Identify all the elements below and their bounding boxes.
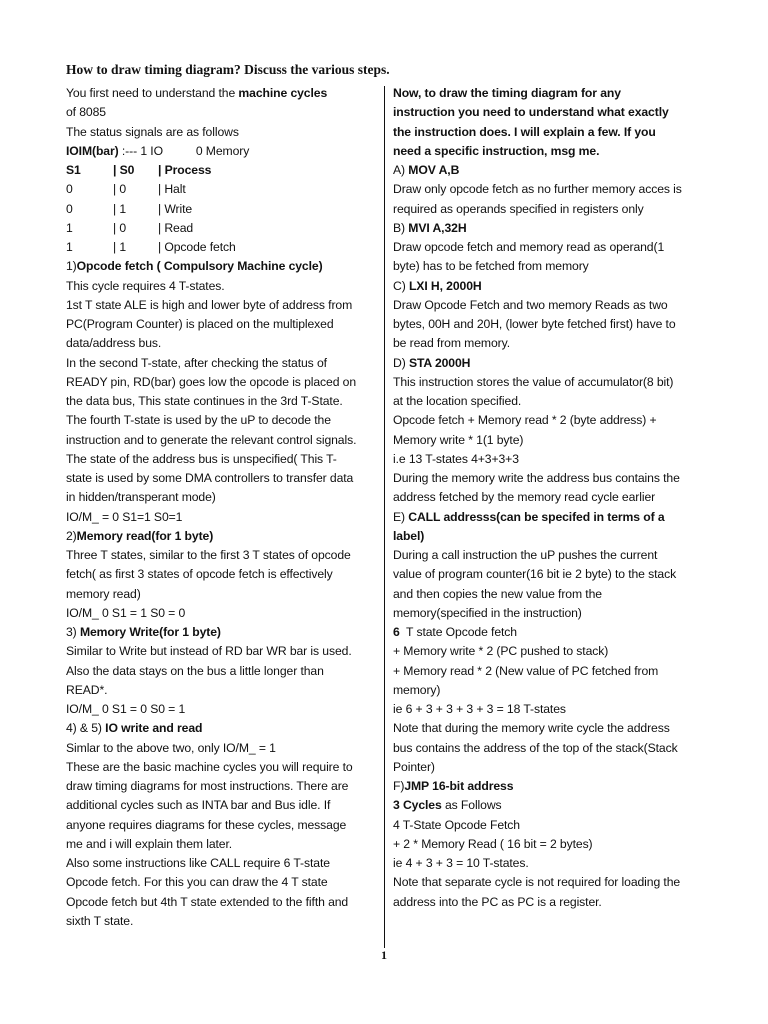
text-line: address fetched by the memory read cycle earlier — [393, 490, 656, 505]
text-line: + Memory write * 2 (PC pushed to stack) — [393, 644, 609, 659]
status-table-header — [66, 161, 378, 180]
table-row — [66, 219, 378, 238]
text-line: This cycle requires 4 T-states. — [66, 278, 225, 293]
intro-line: Now, to draw the timing diagram for any — [393, 86, 621, 100]
instruction-heading — [393, 161, 705, 180]
text-line: data/address bus. — [66, 336, 162, 351]
text-span: C) — [393, 278, 409, 293]
section-heading — [66, 257, 378, 276]
text-line: be read from memory. — [393, 336, 510, 351]
text-line: Pointer) — [393, 759, 435, 774]
text-line: This instruction stores the value of accumulator(8 bit) — [393, 374, 674, 389]
bold-term: machine cycles — [238, 86, 328, 100]
text-line: byte) has to be fetched from memory — [393, 259, 589, 274]
table-cell: 0 — [66, 201, 73, 216]
table-row — [66, 180, 378, 199]
table-cell: | Read — [158, 220, 194, 235]
bold-term: Opcode fetch ( Compulsory Machine cycle) — [76, 259, 323, 274]
text-line: Also some instructions like CALL require 6 T-state — [66, 856, 330, 870]
text-span: 4) & 5) — [66, 721, 106, 736]
table-cell: | 1 — [113, 240, 127, 254]
table-header-cell: S1 — [66, 163, 81, 177]
text-line: value of program counter(16 bit ie 2 byte) to the stack — [393, 567, 677, 582]
section-heading — [66, 527, 378, 546]
text-line: These are the basic machine cycles you will require to — [66, 759, 353, 774]
table-header-cell: | S0 — [113, 163, 135, 177]
text-line: The fourth T-state is used by the uP to decode the — [66, 413, 331, 428]
text-line: IO/M_ 0 S1 = 1 S0 = 0 — [66, 605, 186, 620]
text-line: anyone requires diagrams for these cycles, message — [66, 817, 347, 832]
text-line: IO/M_ = 0 S1=1 S0=1 — [66, 509, 183, 524]
text-line: IO/M_ 0 S1 = 0 S0 = 1 — [66, 702, 186, 716]
text-line — [393, 796, 705, 815]
bold-term: IO write and read — [105, 721, 203, 736]
text-span: :--- 1 IO 0 Memory — [118, 143, 250, 158]
bold-term: Memory read(for 1 byte) — [76, 528, 214, 543]
text-line: During a call instruction the uP pushes the current — [393, 548, 658, 562]
text-line: memory read) — [66, 586, 141, 601]
text-line: READY pin, RD(bar) goes low the opcode is placed on — [66, 374, 357, 389]
text-line: In the second T-state, after checking the status of — [66, 355, 327, 370]
table-cell: | Opcode fetch — [158, 240, 236, 254]
table-cell: 0 — [66, 182, 73, 197]
text-span: F) — [393, 779, 405, 793]
text-line: Similar to Write but instead of RD bar WR bar is used. — [66, 644, 352, 659]
text-line: Note that during the memory write cycle the address — [393, 721, 670, 736]
text-span: E) — [393, 509, 409, 524]
intro-line: need a specific instruction, msg me. — [393, 143, 600, 158]
bold-term: JMP 16-bit address — [404, 779, 514, 793]
text-line: Three T states, similar to the first 3 T states of opcode — [66, 548, 351, 562]
bold-term: 3 Cycles — [393, 798, 442, 813]
text-line: Opcode fetch. For this you can draw the 4 T state — [66, 875, 328, 890]
bold-term: MOV A,B — [408, 163, 460, 177]
bold-term: MVI A,32H — [408, 220, 467, 235]
text-line: required as operands specified in registers only — [393, 201, 644, 216]
text-line: memory(specified in the instruction) — [393, 605, 582, 620]
section-heading — [66, 719, 378, 738]
text-line: Opcode fetch + Memory read * 2 (byte address) + — [393, 413, 657, 428]
text-line: i.e 13 T-states 4+3+3+3 — [393, 451, 519, 466]
text-line: Simlar to the above two, only IO/M_ = 1 — [66, 740, 276, 755]
text-span: 3) — [66, 625, 80, 639]
text-line: additional cycles such as INTA bar and Bus idle. If — [66, 798, 331, 813]
intro-line: instruction you need to understand what exactly — [393, 105, 669, 120]
text-line — [66, 84, 378, 103]
page-title: How to draw timing diagram? Discuss the various steps. — [66, 62, 390, 77]
text-line: state is used by some DMA controllers to transfer data — [66, 471, 354, 485]
left-column — [66, 84, 378, 931]
text-line: and then copies the new value from the — [393, 586, 602, 601]
text-line: bus contains the address of the top of the stack(Stack — [393, 740, 678, 755]
text-line: During the memory write the address bus contains the — [393, 471, 680, 485]
text-line: Draw Opcode Fetch and two memory Reads as two — [393, 297, 668, 312]
table-cell: | 0 — [113, 220, 127, 235]
bold-term: STA 2000H — [408, 355, 471, 370]
text-line: Memory write * 1(1 byte) — [393, 432, 524, 447]
text-span: D) — [393, 355, 409, 370]
text-span: 1) — [66, 259, 77, 274]
table-cell: | 1 — [113, 201, 127, 216]
text-line: label) — [393, 528, 425, 543]
text-line: Opcode fetch but 4th T state extended to the fifth and — [66, 894, 349, 909]
text-line: ie 4 + 3 + 3 = 10 T-states. — [393, 856, 529, 870]
column-divider — [384, 86, 385, 948]
text-line: 1st T state ALE is high and lower byte of address from — [66, 297, 353, 312]
table-header-cell: | Process — [158, 163, 212, 177]
intro-line: the instruction does. I will explain a few. If you — [393, 124, 656, 139]
bold-term: Memory Write(for 1 byte) — [79, 625, 221, 639]
table-cell: | Write — [158, 201, 193, 216]
text-span: A) — [393, 163, 409, 177]
text-line: 4 T-State Opcode Fetch — [393, 817, 520, 832]
table-cell: | Halt — [158, 182, 186, 197]
text-line: PC(Program Counter) is placed on the multiplexed — [66, 317, 334, 331]
bold-term: 6 — [393, 625, 400, 639]
text-line: the data bus, This state continues in the 3rd T-State. — [66, 394, 343, 408]
text-line: + Memory read * 2 (New value of PC fetched from — [393, 663, 659, 678]
instruction-heading — [393, 219, 705, 238]
text-line: Note that separate cycle is not required for loading the — [393, 875, 681, 890]
text-line: The status signals are as follows — [66, 124, 239, 139]
bold-term: LXI H, 2000H — [408, 278, 482, 293]
table-cell: 1 — [66, 240, 73, 254]
text-line: memory) — [393, 682, 441, 697]
text-line: bytes, 00H and 20H, (lower byte fetched first) have to — [393, 317, 676, 331]
table-row — [66, 238, 378, 257]
text-line: Also the data stays on the bus a little longer than — [66, 663, 324, 678]
text-span: 2) — [66, 528, 77, 543]
text-line: Draw opcode fetch and memory read as operand(1 — [393, 240, 665, 254]
text-line: instruction and to generate the relevant control signals. — [66, 432, 357, 447]
page-number: 1 — [381, 948, 387, 962]
instruction-heading — [393, 777, 705, 796]
text-line: draw timing diagrams for most instructions. There are — [66, 779, 349, 793]
text-line: address into the PC as PC is a register. — [393, 894, 602, 909]
text-span: as Follows — [441, 798, 502, 813]
text-line: fetch( as first 3 states of opcode fetch is effectively — [66, 567, 333, 582]
text-line: Draw only opcode fetch as no further memory acces is — [393, 182, 682, 197]
text-line: READ*. — [66, 682, 108, 697]
table-cell: | 0 — [113, 182, 127, 197]
text-line: at the location specified. — [393, 394, 522, 408]
text-line: me and i will explain them later. — [66, 836, 233, 851]
text-line: The state of the address bus is unspecified( This T- — [66, 451, 337, 466]
bold-term: IOIM(bar) — [66, 143, 119, 158]
bold-term: CALL addresss(can be specifed in terms of a — [408, 509, 665, 524]
text-line: sixth T state. — [66, 913, 134, 928]
instruction-heading — [393, 354, 705, 373]
text-line: of 8085 — [66, 105, 106, 120]
right-column — [393, 84, 705, 912]
text-line: + 2 * Memory Read ( 16 bit = 2 bytes) — [393, 836, 593, 851]
table-cell: 1 — [66, 220, 73, 235]
text-line — [66, 142, 378, 161]
text-span: T state Opcode fetch — [399, 625, 517, 639]
table-row — [66, 200, 378, 219]
text-line: ie 6 + 3 + 3 + 3 + 3 = 18 T-states — [393, 702, 566, 716]
text-span: B) — [393, 220, 409, 235]
instruction-heading — [393, 277, 705, 296]
instruction-heading — [393, 508, 705, 527]
text-span: You first need to understand the — [66, 86, 239, 100]
section-heading — [66, 623, 378, 642]
text-line: in hidden/transperant mode) — [66, 490, 216, 505]
text-line — [393, 623, 705, 642]
